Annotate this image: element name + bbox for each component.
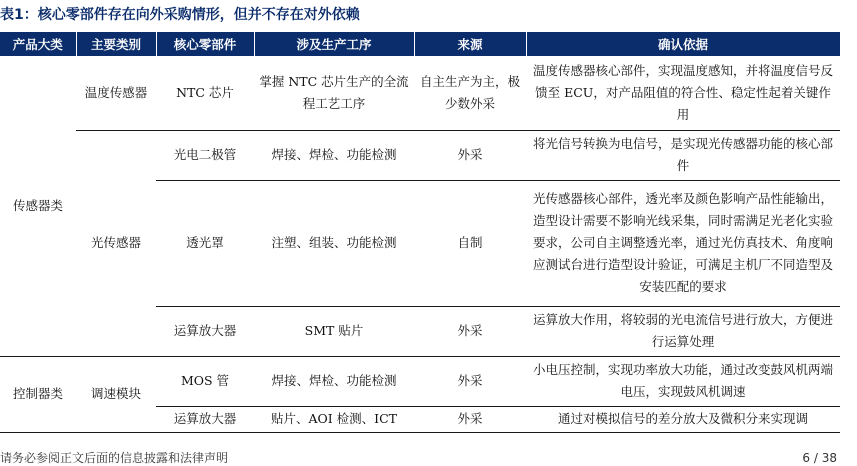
- cell-part: MOS 管: [156, 356, 254, 406]
- cell-process: SMT 贴片: [254, 306, 414, 356]
- header-source: 来源: [414, 32, 526, 56]
- cell-basis: 将光信号转换为电信号，是实现光传感器功能的核心部件: [526, 130, 840, 180]
- cell-source: 自主生产为主，极少数外采: [414, 56, 526, 130]
- cell-part: 光电二极管: [156, 130, 254, 180]
- cell-process: 掌握 NTC 芯片生产的全流程工艺工序: [254, 56, 414, 130]
- cell-source: 自制: [414, 180, 526, 306]
- table-caption: 表1：核心零部件存在向外采购情形，但并不存在对外依赖: [0, 7, 360, 23]
- header-main-category: 主要类别: [76, 32, 156, 56]
- cell-part: 运算放大器: [156, 406, 254, 432]
- header-basis: 确认依据: [526, 32, 840, 56]
- cell-source: 外采: [414, 130, 526, 180]
- cell-process: 注塑、组装、功能检测: [254, 180, 414, 306]
- cell-basis: 运算放大作用，将较弱的光电流信号进行放大，方便进行运算处理: [526, 306, 840, 356]
- cell-subcategory: 温度传感器: [76, 56, 156, 130]
- page-footer: [0, 450, 857, 466]
- cell-part: 运算放大器: [156, 306, 254, 356]
- cell-process: 贴片、AOI 检测、ICT: [254, 406, 414, 432]
- cell-process: 焊接、焊检、功能检测: [254, 130, 414, 180]
- disclaimer-note: 请务必参阅正文后面的信息披露和法律声明: [0, 451, 229, 465]
- header-core-part: 核心零部件: [156, 32, 254, 56]
- cell-process: 焊接、焊检、功能检测: [254, 356, 414, 406]
- cell-subcategory: 调速模块: [76, 356, 156, 432]
- cell-basis: 温度传感器核心部件，实现温度感知，并将温度信号反馈至 ECU，对产品阻值的符合性、稳定性起着关键作用: [526, 56, 840, 130]
- cell-source: 外采: [414, 356, 526, 406]
- cell-basis: 小电压控制，实现功率放大功能，通过改变鼓风机两端电压，实现鼓风机调速: [526, 356, 840, 406]
- cell-source: 外采: [414, 306, 526, 356]
- header-process: 涉及生产工序: [254, 32, 414, 56]
- table-header-row: [0, 32, 840, 56]
- cell-part: NTC 芯片: [156, 56, 254, 130]
- core-components-table: [0, 32, 841, 433]
- cell-basis: 光传感器核心部件，透光率及颜色影响产品性能输出，造型设计需要不影响光线采集，同时需满足光老化实验要求，公司自主调整透光率，通过光仿真技术、角度响应测试台进行造型设计验证，可满足主机厂不同造型及安装匹配的要求: [526, 180, 840, 306]
- cell-category-sensor: 传感器类: [0, 56, 76, 356]
- table-row: [0, 56, 840, 130]
- table-row: [0, 356, 840, 406]
- cell-subcategory: 光传感器: [76, 130, 156, 356]
- cell-basis: 通过对模拟信号的差分放大及微积分来实现调: [526, 406, 840, 432]
- cell-source: 外采: [414, 406, 526, 432]
- cell-category-controller: 控制器类: [0, 356, 76, 432]
- cell-part: 透光罩: [156, 180, 254, 306]
- header-product-category: 产品大类: [0, 32, 76, 56]
- page-number: 6 / 38: [802, 451, 837, 465]
- table-row: [0, 130, 840, 180]
